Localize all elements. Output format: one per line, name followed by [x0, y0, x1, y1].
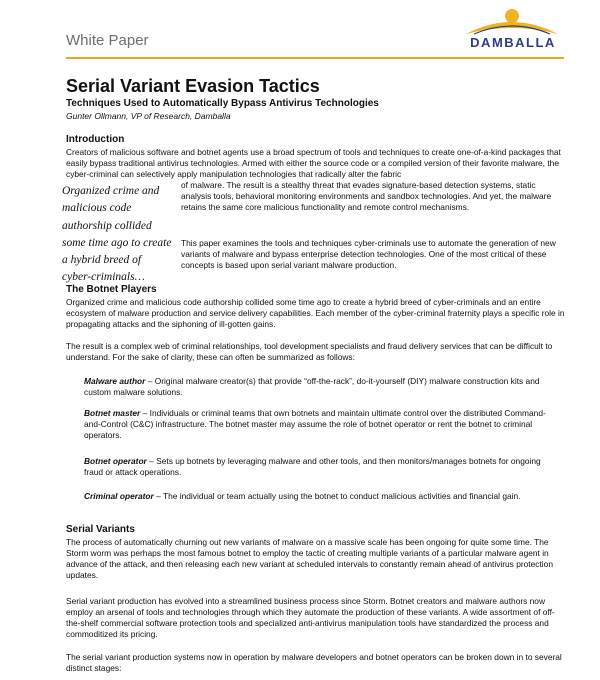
serial-paragraph-1: The process of automatically churning out new variants of malware on a massive scale has been ongoing for quite some time. The Storm worm was perhaps the most famous botnet to employ the tactic of creating multiple variants of a particular malware agent in advance of the attack, and then releasing each new variant at scheduled intervals to constantly remain ahead of antivirus protection updates. — [66, 537, 553, 580]
pull-quote: Organized crime and malicious code authorship collided some time ago to create a hybrid breed of cyber-criminals… — [62, 185, 172, 284]
document-author: Gunter Ollmann, VP of Research, Damballa — [66, 111, 231, 121]
intro-paragraph-2: This paper examines the tools and techniques cyber-criminals use to automate the generation of new variants of malware and bypass enterprise detection technologies. One of the most critical of these concepts is based upon serial variant malware production. — [181, 238, 556, 270]
role-criminal-operator — [84, 491, 554, 502]
botnet-paragraph-1: Organized crime and malicious code authorship collided some time ago to create a hybrid breed of cyber-criminals and an entire ecosystem of malware production and service delivery capabilities. Each member of the cyber-criminal fraternity plays a specific role in propagating attacks and the siphoning of ill-gotten gains. — [66, 297, 565, 329]
intro-paragraph-1: Creators of malicious software and botnet agents use a broad spectrum of tools and techniques to create one-of-a-kind packages that easily bypass traditional antivirus technologies. Armed with either the source code or a compiled version of their favorite malware, the cyber-criminal can selectively apply manipulation technologies that radically alter the fabric — [66, 147, 561, 179]
damballa-logo-text: DAMBALLA — [470, 35, 556, 50]
role-description: – Individuals or criminal teams that own botnets and maintain ultimate control over the distributed Command-and-Control (C&C) infrastructure. The botnet master may assume the role of botnet operator or rent the botnet to criminal operators. — [84, 408, 546, 440]
serial-paragraph-2: Serial variant production has evolved into a streamlined business process since Storm. Botnet creators and malware authors now employ an arsenal of tools and technologies through which they automate the production of these variants. A wide assortment of off-the-shelf commercial software protection tools and specialized anti-antivirus manipulation tools have standardized the process and commoditized its pricing. — [66, 596, 555, 639]
section-heading-serial-variants: Serial Variants — [66, 524, 135, 535]
role-description: – Sets up botnets by leveraging malware and other tools, and then monitors/manages botnets for ongoing fraud or attack operations. — [84, 456, 541, 477]
role-term: Malware author — [84, 376, 146, 386]
intro-paragraph-1-continued: of malware. The result is a stealthy threat that evades signature-based detection systems, static analysis tools, behavioral monitoring environments and sandbox technologies. And yet, the malware retains the same core malicious functionality and remote control mechanisms. — [181, 180, 552, 212]
role-description: – Original malware creator(s) that provide “off-the-rack”, do-it-yourself (DIY) malware construction kits and custom malware solutions. — [84, 376, 540, 397]
role-botnet-master — [84, 408, 554, 441]
role-term: Criminal operator — [84, 491, 154, 501]
document-subtitle: Techniques Used to Automatically Bypass Antivirus Technologies — [66, 98, 379, 109]
role-botnet-operator — [84, 456, 554, 478]
header-divider — [66, 57, 564, 59]
section-heading-introduction: Introduction — [66, 134, 125, 145]
role-term: Botnet operator — [84, 456, 147, 466]
document-title: Serial Variant Evasion Tactics — [66, 76, 320, 96]
role-term: Botnet master — [84, 408, 141, 418]
role-malware-author — [84, 376, 554, 398]
botnet-paragraph-2: The result is a complex web of criminal relationships, tool development specialists and fraud delivery services that can be difficult to understand. For the sake of clarity, these can often be summarized as follows: — [66, 341, 553, 362]
role-description: – The individual or team actually using the botnet to conduct malicious activities and financial gain. — [153, 491, 521, 501]
document-type-label: White Paper — [66, 32, 149, 49]
section-heading-botnet-players: The Botnet Players — [66, 284, 157, 295]
serial-paragraph-3: The serial variant production systems now in operation by malware developers and botnet operators can be broken down in to several distinct stages: — [66, 652, 562, 673]
